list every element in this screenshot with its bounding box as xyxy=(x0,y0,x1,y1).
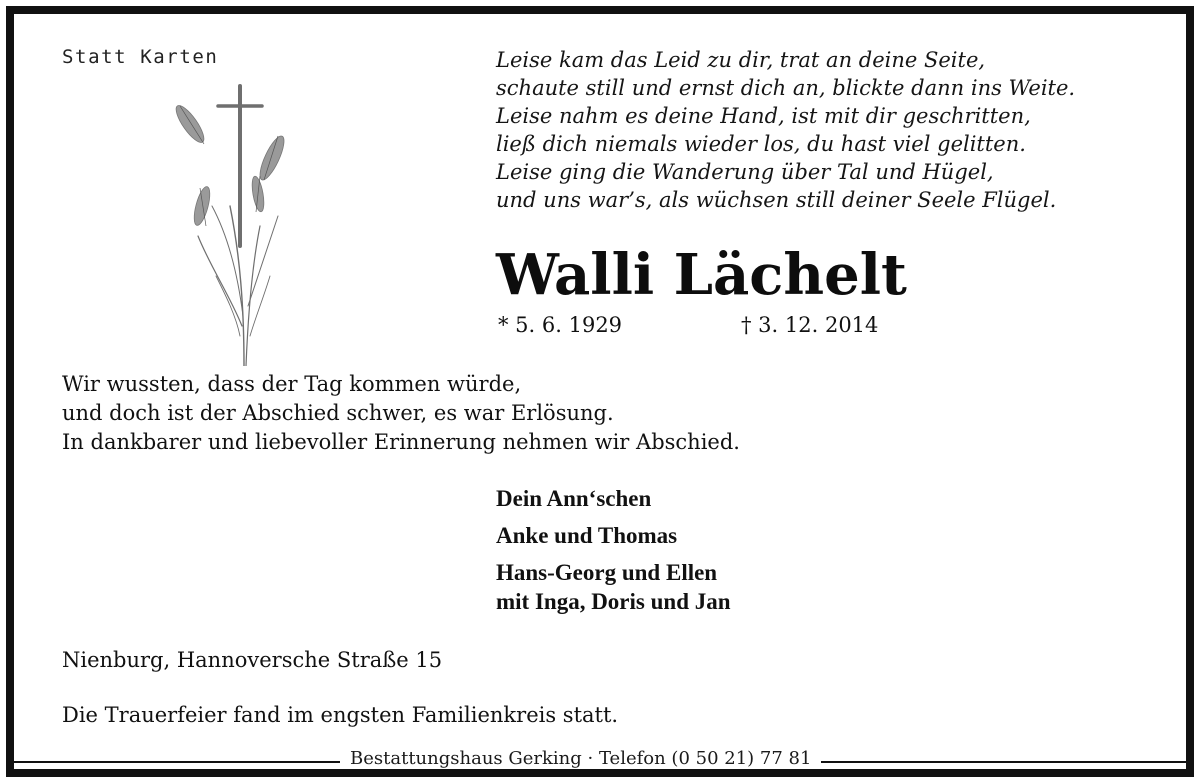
mourners-list xyxy=(496,484,731,616)
poem-line: Leise ging die Wanderung über Tal und Hügel, xyxy=(496,160,994,184)
address: Nienburg, Hannoversche Straße 15 xyxy=(62,648,443,672)
mourner-line: Dein Ann‘schen xyxy=(496,486,652,511)
intro-line: In dankbarer und liebevoller Erinnerung nehmen wir Abschied. xyxy=(62,430,740,454)
mourner-line: mit Inga, Doris und Jan xyxy=(496,589,731,614)
poem-line: Leise kam das Leid zu dir, trat an deine Seite, xyxy=(496,48,986,72)
statt-karten-label: Statt Karten xyxy=(62,46,219,68)
funeral-note: Die Trauerfeier fand im engsten Familienkreis statt. xyxy=(62,703,619,727)
poem-line: und uns war’s, als wüchsen still deiner Seele Flügel. xyxy=(496,188,1057,212)
intro-line: und doch ist der Abschied schwer, es war Erlösung. xyxy=(62,401,614,425)
funeral-home-footer: Bestattungshaus Gerking · Telefon (0 50 21) 77 81 xyxy=(340,748,821,769)
cross-with-wheat-icon xyxy=(160,76,290,366)
poem-line: ließ dich niemals wieder los, du hast viel gelitten. xyxy=(496,132,1026,156)
birth-date: * 5. 6. 1929 xyxy=(498,313,623,337)
intro-line: Wir wussten, dass der Tag kommen würde, xyxy=(62,372,522,396)
death-date: † 3. 12. 2014 xyxy=(741,313,879,337)
mourner-line: Anke und Thomas xyxy=(496,523,678,548)
deceased-name: Walli Lächelt xyxy=(496,242,907,308)
mourner-line: Hans-Georg und Ellen xyxy=(496,560,718,585)
poem-line: Leise nahm es deine Hand, ist mit dir geschritten, xyxy=(496,104,1031,128)
intro-text xyxy=(62,370,740,457)
poem-line: schaute still und ernst dich an, blickte dann ins Weite. xyxy=(496,76,1076,100)
poem xyxy=(496,46,1075,214)
